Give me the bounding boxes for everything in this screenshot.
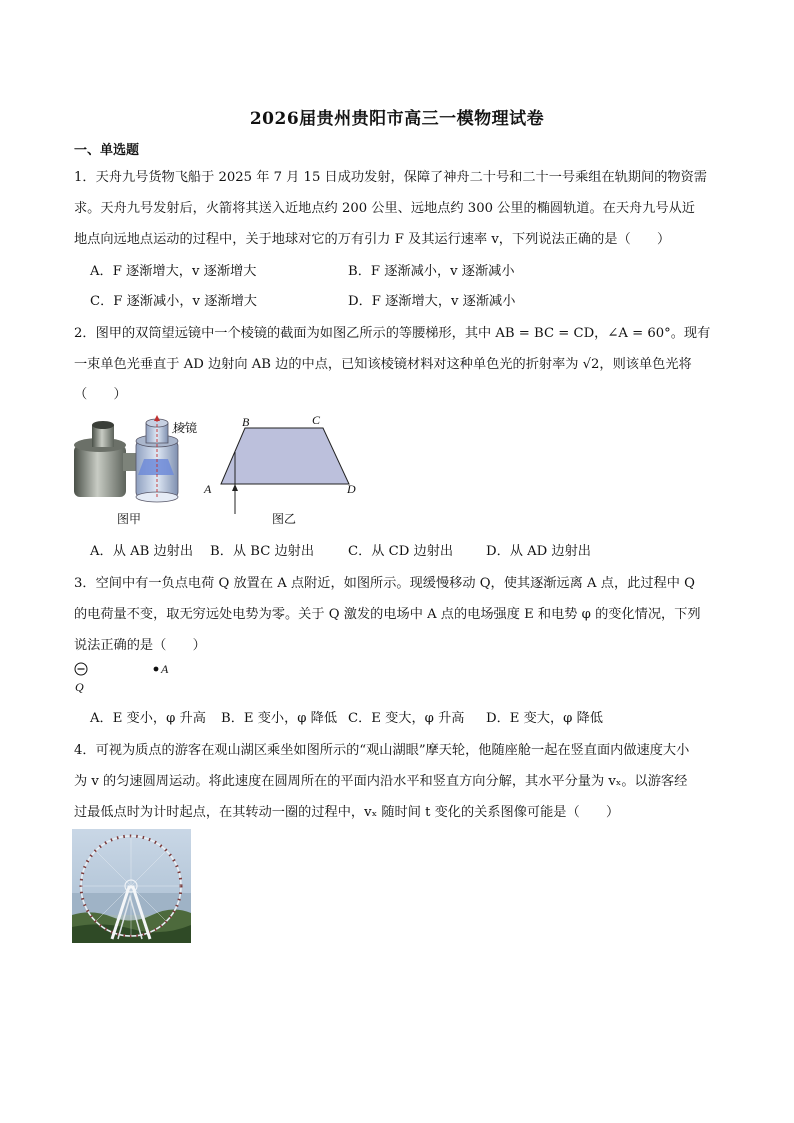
page-title: 2026届贵州贵阳市高三一模物理试卷 <box>249 109 545 129</box>
q1-option-d[interactable]: D．F 逐渐增大，v 逐渐减小 <box>348 294 516 309</box>
vertex-c-label: C <box>312 413 321 427</box>
q1-option-c[interactable]: C．F 逐渐减小，v 逐渐增大 <box>90 294 257 309</box>
q3-option-d[interactable]: D．E 变大，φ 降低 <box>486 711 603 726</box>
section-heading: 一、单选题 <box>74 143 140 158</box>
q1-option-b[interactable]: B．F 逐渐减小，v 逐渐减小 <box>348 264 515 279</box>
q3-text-line-1: 3．空间中有一负点电荷 Q 放置在 A 点附近，如图所示。现缓慢移动 Q，使其逐渐远离 A 点，此过程中 Q <box>74 576 695 591</box>
fig-jia-callout: 棱镜 <box>173 421 198 435</box>
q2-text-line-1: 2．图甲的双筒望远镜中一个棱镜的截面为如图乙所示的等腰梯形，其中 AB = BC = CD，∠A = 60°。现有 <box>74 326 711 341</box>
negative-charge-icon <box>73 661 89 677</box>
fig-yi-caption: 图乙 <box>272 512 297 526</box>
q2-option-c[interactable]: C．从 CD 边射出 <box>348 544 454 559</box>
q2-option-d[interactable]: D．从 AD 边射出 <box>486 544 591 559</box>
q4-text-line-1: 4．可视为质点的游客在观山湖区乘坐如图所示的“观山湖眼”摩天轮，他随座舱一起在竖直面内做速度大小 <box>74 743 690 758</box>
q2-option-a[interactable]: A．从 AB 边射出 <box>90 544 194 559</box>
q4-text-line-2: 为 v 的匀速圆周运动。将此速度在圆周所在的平面内沿水平和竖直方向分解，其水平分量为 vₓ。以游客经 <box>74 774 688 789</box>
q1-text-line-2: 求。天舟九号发射后，火箭将其送入近地点约 200 公里、远地点约 300 公里的椭圆轨道。在天舟九号从近 <box>74 201 695 216</box>
q1-option-a[interactable]: A．F 逐渐增大，v 逐渐增大 <box>90 264 257 279</box>
q3-text-line-3: 说法正确的是（ ） <box>74 638 206 653</box>
q2-option-b[interactable]: B．从 BC 边射出 <box>210 544 315 559</box>
trapezoid-figure <box>205 412 365 516</box>
q3-text-line-2: 的电荷量不变，取无穷远处电势为零。关于 Q 激发的电场中 A 点的电场强度 E 和电势 φ 的变化情况，下列 <box>74 607 701 622</box>
q2-text-line-2: 一束单色光垂直于 AD 边射向 AB 边的中点，已知该棱镜材料对这种单色光的折射率为 √2，则该单色光将 <box>74 357 692 372</box>
q3-option-b[interactable]: B．E 变小，φ 降低 <box>221 711 338 726</box>
vertex-d-label: D <box>347 482 356 496</box>
fig-jia-caption: 图甲 <box>117 512 142 526</box>
q1-text-line-1: 1．天舟九号货物飞船于 2025 年 7 月 15 日成功发射，保障了神舟二十号和二十一号乘组在轨期间的物资需 <box>74 170 707 185</box>
q1-text-line-3: 地点向远地点运动的过程中，关于地球对它的万有引力 F 及其运行速率 v，下列说法正确的是（ ） <box>74 232 671 247</box>
q2-text-line-3: （ ） <box>74 387 127 402</box>
point-a-dot <box>152 665 160 673</box>
q3-option-c[interactable]: C．E 变大，φ 升高 <box>348 711 465 726</box>
vertex-a-label: A <box>204 482 212 496</box>
q3-option-a[interactable]: A．E 变小，φ 升高 <box>90 711 206 726</box>
vertex-b-label: B <box>242 415 250 429</box>
ferris-wheel-photo <box>72 829 191 943</box>
charge-q-label: Q <box>75 680 84 694</box>
q4-text-line-3: 过最低点时为计时起点，在其转动一圈的过程中，vₓ 随时间 t 变化的关系图像可能是（ ） <box>74 805 620 820</box>
point-a-label: A <box>161 662 169 676</box>
